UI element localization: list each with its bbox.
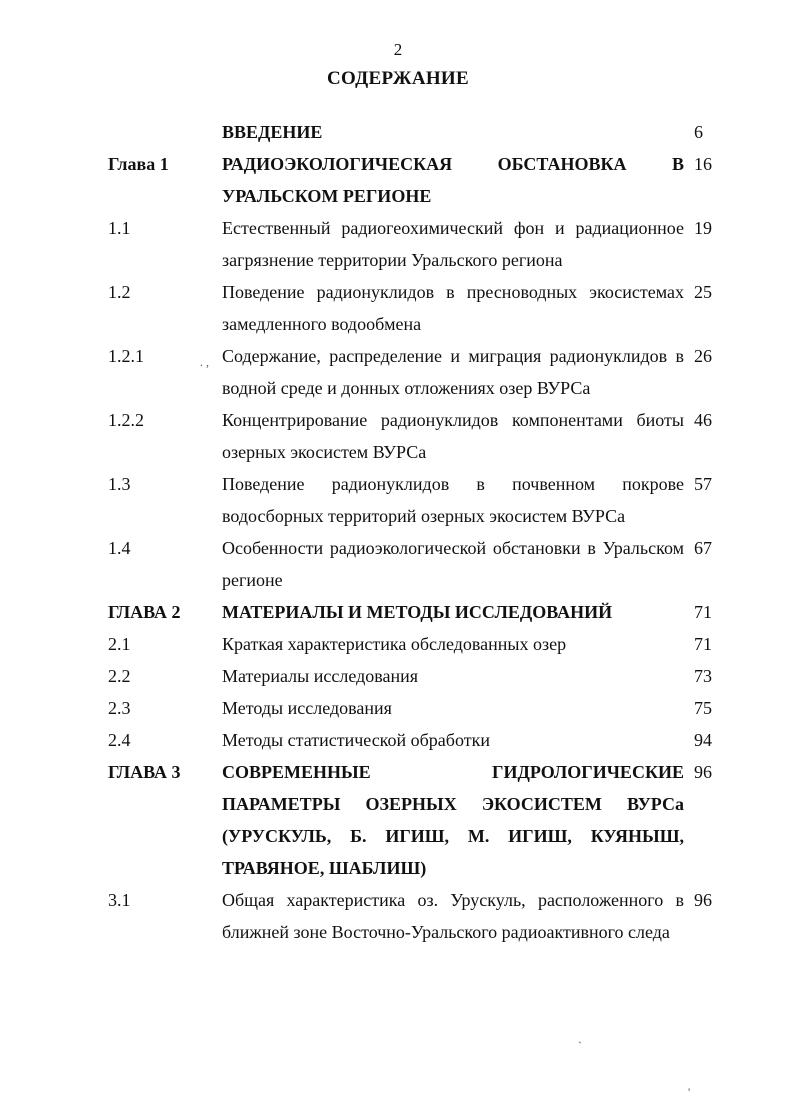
- toc-page-number: 96: [694, 890, 712, 910]
- toc-row-2-2: [108, 660, 718, 692]
- toc-page-number: 25: [694, 282, 712, 302]
- toc-row-1-3: [108, 468, 718, 532]
- toc-heading: Особенности радиоэкологической обстановки в Уральском регионе: [222, 538, 684, 590]
- toc-number: 1.3: [108, 474, 131, 494]
- toc-number: 1.2.1: [108, 346, 144, 366]
- toc-number: 3.1: [108, 890, 131, 910]
- table-of-contents: [108, 116, 718, 948]
- toc-row-2-4: [108, 724, 718, 756]
- toc-number: 2.2: [108, 666, 131, 686]
- toc-page-number: 26: [694, 346, 712, 366]
- toc-page-number: 57: [694, 474, 712, 494]
- toc-number: 2.3: [108, 698, 131, 718]
- toc-row-1-2: [108, 276, 718, 340]
- toc-number: ГЛАВА 3: [108, 762, 181, 782]
- toc-page-number: 6: [694, 122, 703, 142]
- toc-row-2-3: [108, 692, 718, 724]
- toc-heading: ВВЕДЕНИЕ: [222, 122, 323, 142]
- toc-row-1-2-2: [108, 404, 718, 468]
- toc-number: 1.2: [108, 282, 131, 302]
- page-number: 2: [393, 40, 403, 59]
- toc-number: Глава 1: [108, 154, 169, 174]
- toc-heading: РАДИОЭКОЛОГИЧЕСКАЯ ОБСТАНОВКА В УРАЛЬСКОМ РЕГИОНЕ: [222, 154, 684, 206]
- toc-row-chapter-3: [108, 756, 718, 884]
- toc-page-number: 73: [694, 666, 712, 686]
- toc-heading: СОВРЕМЕННЫЕ ГИДРОЛОГИЧЕСКИЕ ПАРАМЕТРЫ ОЗЕРНЫХ ЭКОСИСТЕМ ВУРСа (УРУСКУЛЬ, Б. ИГИШ, М. ИГИШ, КУЯНЫШ, ТРАВЯНОЕ, ШАБЛИШ): [222, 762, 684, 878]
- toc-heading: МАТЕРИАЛЫ И МЕТОДЫ ИССЛЕДОВАНИЙ: [222, 602, 613, 622]
- toc-number: ГЛАВА 2: [108, 602, 181, 622]
- toc-row-1-4: [108, 532, 718, 596]
- toc-page-number: 94: [694, 730, 712, 750]
- toc-heading: Методы статистической обработки: [222, 730, 490, 750]
- toc-page-number: 46: [694, 410, 712, 430]
- scan-speck: . ,: [200, 355, 209, 369]
- toc-page-number: 67: [694, 538, 712, 558]
- scan-speck: `: [578, 1039, 582, 1053]
- toc-heading: Краткая характеристика обследованных озер: [222, 634, 567, 654]
- toc-page-number: 71: [694, 634, 712, 654]
- toc-heading: Общая характеристика оз. Урускуль, расположенного в ближней зоне Восточно-Уральского радиоактивного следа: [222, 890, 684, 942]
- toc-row-introduction: [108, 116, 718, 148]
- toc-number: 1.2.2: [108, 410, 144, 430]
- toc-heading: Материалы исследования: [222, 666, 419, 686]
- toc-heading: Поведение радионуклидов в почвенном покрове водосборных территорий озерных экосистем ВУРСа: [222, 474, 684, 526]
- scan-speck: ': [688, 1085, 691, 1099]
- toc-page-number: 96: [694, 762, 712, 782]
- toc-row-chapter-2: [108, 596, 718, 628]
- toc-heading: Концентрирование радионуклидов компонентами биоты озерных экосистем ВУРСа: [222, 410, 684, 462]
- toc-heading: Поведение радионуклидов в пресноводных экосистемах замедленного водообмена: [222, 282, 684, 334]
- toc-number: 2.4: [108, 730, 131, 750]
- toc-page-number: 19: [694, 218, 712, 238]
- toc-number: 1.1: [108, 218, 131, 238]
- toc-row-1-1: [108, 212, 718, 276]
- page-title: СОДЕРЖАНИЕ: [327, 68, 469, 89]
- toc-heading: Методы исследования: [222, 698, 392, 718]
- toc-page-number: 71: [694, 602, 712, 622]
- toc-heading: Естественный радиогеохимический фон и радиационное загрязнение территории Уральского региона: [222, 218, 684, 270]
- toc-number: 1.4: [108, 538, 131, 558]
- toc-heading: Содержание, распределение и миграция радионуклидов в водной среде и донных отложениях озер ВУРСа: [222, 346, 684, 398]
- toc-row-chapter-1: [108, 148, 718, 212]
- toc-page-number: 75: [694, 698, 712, 718]
- toc-number: 2.1: [108, 634, 131, 654]
- toc-row-1-2-1: [108, 340, 718, 404]
- toc-row-2-1: [108, 628, 718, 660]
- toc-row-3-1: [108, 884, 718, 948]
- toc-page-number: 16: [694, 154, 712, 174]
